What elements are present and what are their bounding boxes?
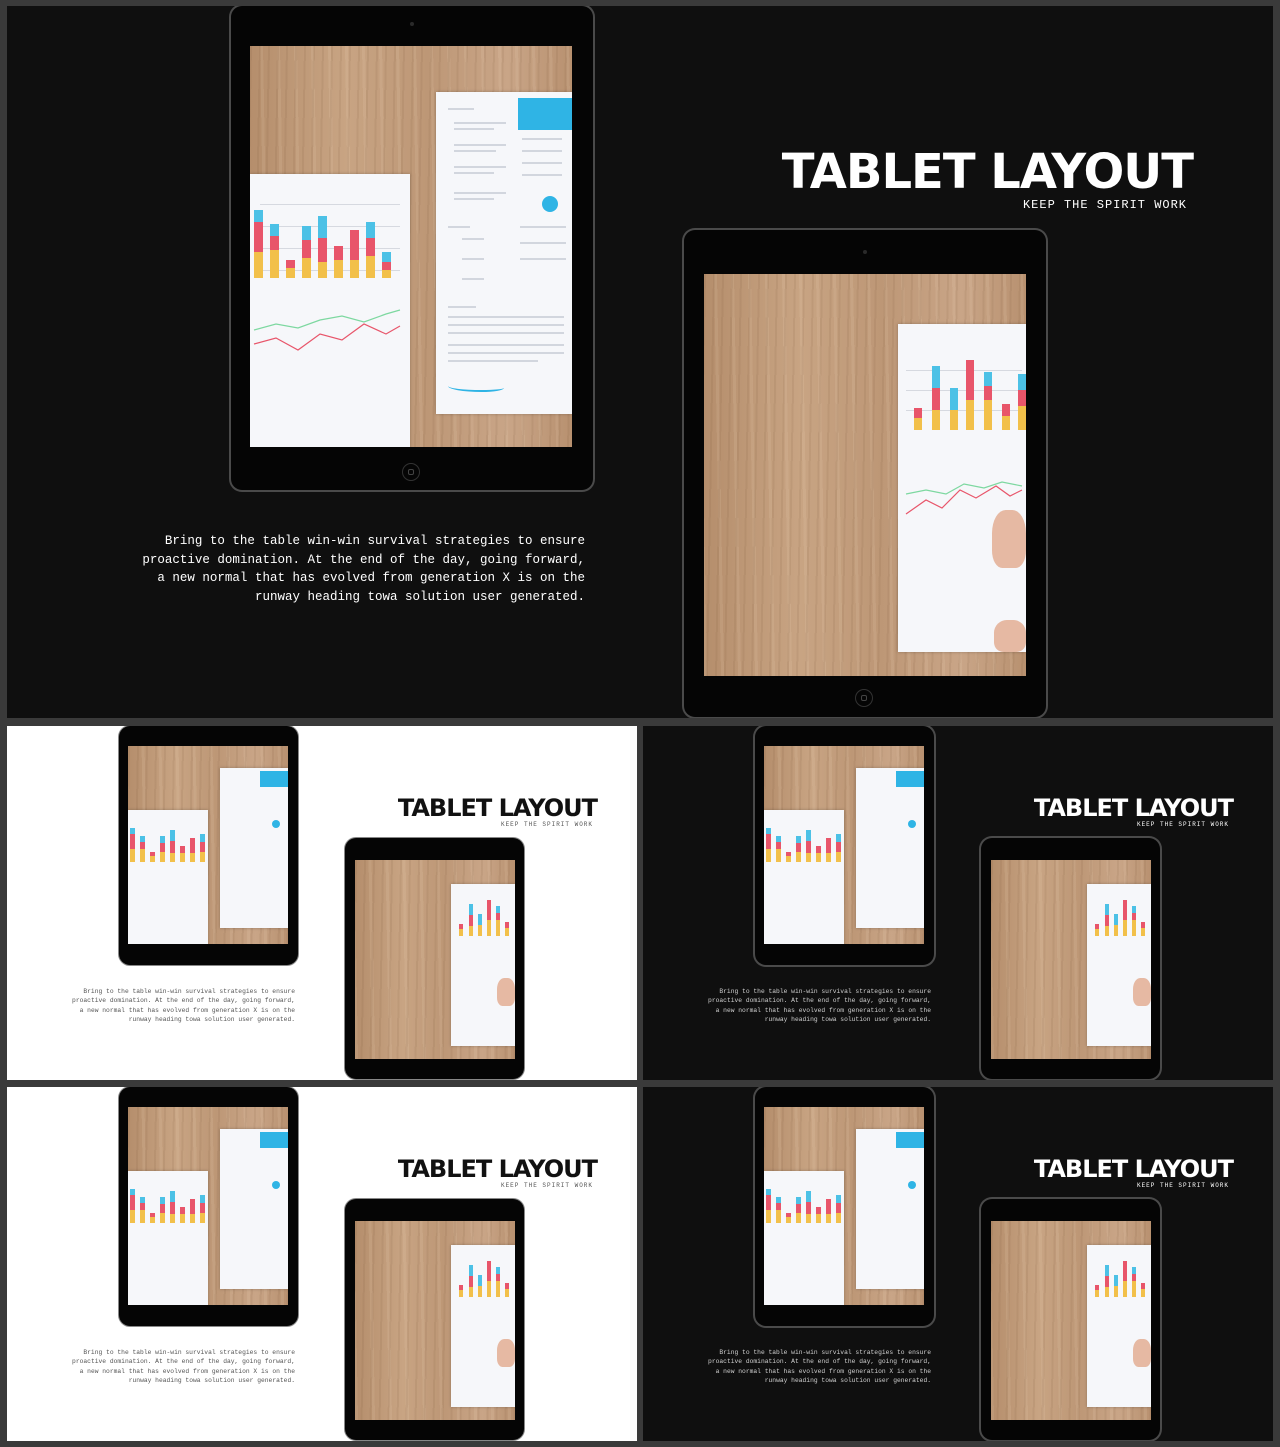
chart-paper — [128, 810, 208, 944]
chart-paper — [250, 174, 410, 447]
tablet-screen-photo — [991, 1221, 1151, 1420]
hand-graphic — [497, 1339, 515, 1367]
tablet-screen-photo — [128, 1107, 288, 1305]
tablet-screen-photo — [355, 1221, 515, 1420]
tablet-screen-photo — [704, 274, 1026, 676]
tablet-screen-photo — [128, 746, 288, 944]
slide-thumbnail-3[interactable] — [7, 1087, 637, 1441]
home-button — [855, 689, 873, 707]
slide-subtitle: KEEP THE SPIRIT WORK — [1022, 198, 1187, 212]
tablet-screen-photo — [250, 46, 572, 447]
tablet-camera — [863, 250, 867, 254]
chart-paper — [128, 1171, 208, 1305]
slide-subtitle: KEEP THE SPIRIT WORK — [500, 1182, 593, 1189]
slide-body-text: Bring to the table win-win survival strategies to ensure proactive domination. At the end of the day, going forward, a new normal that has evolved from generation X is on the runway heading towa solution user generated. — [72, 1349, 295, 1384]
user-icon — [542, 196, 558, 212]
slide-thumbnail-4[interactable] — [643, 1087, 1273, 1441]
tablet-small — [345, 1199, 524, 1440]
hand-graphic — [1133, 1339, 1151, 1367]
tablet-small — [981, 1199, 1160, 1440]
resume-header-block — [896, 1132, 924, 1148]
chart-paper — [451, 884, 515, 1046]
slide-thumbnail-1[interactable] — [7, 726, 637, 1080]
chart-paper — [898, 324, 1026, 652]
chart-paper — [451, 1245, 515, 1407]
hand-graphic — [992, 510, 1026, 568]
chart-paper — [1087, 884, 1151, 1046]
tablet-screen-photo — [991, 860, 1151, 1059]
line-chart-graphic — [250, 304, 410, 364]
tablet-large — [755, 1087, 934, 1326]
hand-graphic — [1133, 978, 1151, 1006]
resume-header-block — [518, 98, 572, 130]
tablet-large — [119, 726, 298, 965]
slide-subtitle: KEEP THE SPIRIT WORK — [1136, 1182, 1229, 1189]
slide-thumbnail-2[interactable] — [643, 726, 1273, 1080]
slide-title: TABLET LAYOUT — [397, 1155, 597, 1183]
slide-body-text: Bring to the table win-win survival strategies to ensure proactive domination. At the end of the day, going forward, a new normal that has evolved from generation X is on the runway heading towa solution user generated. — [142, 534, 585, 604]
hand-graphic — [497, 978, 515, 1006]
home-button — [402, 463, 420, 481]
hand-graphic — [994, 620, 1026, 652]
chart-paper — [764, 810, 844, 944]
resume-header-block — [260, 771, 288, 787]
resume-paper — [220, 1129, 288, 1289]
signature-graphic — [448, 382, 504, 392]
slide-title: TABLET LAYOUT — [1033, 794, 1233, 822]
resume-paper — [856, 768, 924, 928]
user-icon — [908, 820, 916, 828]
tablet-large — [231, 6, 593, 490]
slide-main[interactable] — [7, 6, 1273, 718]
user-icon — [272, 820, 280, 828]
slide-body-text: Bring to the table win-win survival strategies to ensure proactive domination. At the end of the day, going forward, a new normal that has evolved from generation X is on the runway heading towa solution user generated. — [708, 1349, 931, 1384]
tablet-screen-photo — [764, 746, 924, 944]
chart-paper — [764, 1171, 844, 1305]
tablet-camera — [410, 22, 414, 26]
slide-title: TABLET LAYOUT — [397, 794, 597, 822]
slide-subtitle: KEEP THE SPIRIT WORK — [1136, 821, 1229, 828]
resume-paper — [436, 92, 572, 414]
slide-title: TABLET LAYOUT — [1033, 1155, 1233, 1183]
slide-title: TABLET LAYOUT — [781, 144, 1193, 200]
tablet-large — [755, 726, 934, 965]
resume-header-block — [260, 1132, 288, 1148]
slide-subtitle: KEEP THE SPIRIT WORK — [500, 821, 593, 828]
tablet-large — [119, 1087, 298, 1326]
chart-paper — [1087, 1245, 1151, 1407]
tablet-screen-photo — [355, 860, 515, 1059]
user-icon — [272, 1181, 280, 1189]
slide-body-text: Bring to the table win-win survival strategies to ensure proactive domination. At the end of the day, going forward, a new normal that has evolved from generation X is on the runway heading towa solution user generated. — [72, 988, 295, 1023]
resume-header-block — [896, 771, 924, 787]
tablet-small — [981, 838, 1160, 1079]
user-icon — [908, 1181, 916, 1189]
tablet-screen-photo — [764, 1107, 924, 1305]
resume-paper — [220, 768, 288, 928]
tablet-small — [684, 230, 1046, 717]
tablet-small — [345, 838, 524, 1079]
slide-body-text: Bring to the table win-win survival strategies to ensure proactive domination. At the end of the day, going forward, a new normal that has evolved from generation X is on the runway heading towa solution user generated. — [708, 988, 931, 1023]
resume-paper — [856, 1129, 924, 1289]
